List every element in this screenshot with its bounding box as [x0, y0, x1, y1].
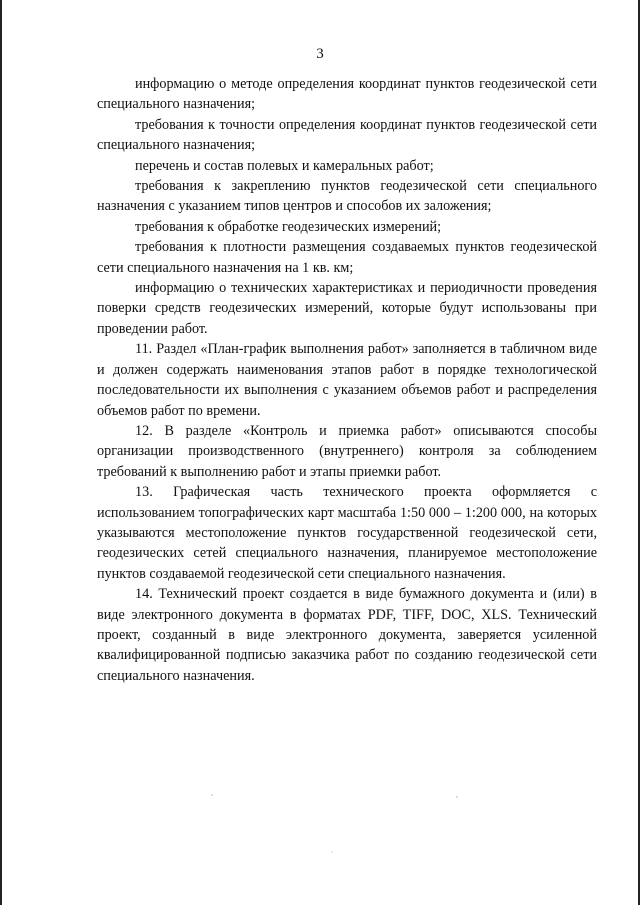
page-number: 3: [316, 46, 324, 62]
paragraph-12-control: 12. В разделе «Контроль и приемка работ» описываются способы организации производственного (внутреннего) контроля за соблюдением требований к выполнению работ и этапы приемки работ.: [97, 422, 597, 480]
paragraph-fixing-requirements: требования к закреплению пунктов геодезической сети специального назначения с указанием типов центров и способов их заложения;: [97, 178, 597, 215]
paragraph-14-format: 14. Технический проект создается в виде бумажного документа и (или) в виде электронного документа в форматах PDF, TIFF, DOC, XLS. Технический проект, созданный в виде электронного документа, заверяется усиленной квалифицированной подписью заказчика работ по созданию геодезической сети специального назначения.: [97, 586, 597, 684]
paragraph-accuracy-requirements: требования к точности определения координат пунктов геодезической сети специального назначения;: [97, 116, 597, 154]
paragraph-11-schedule: 11. Раздел «План-график выполнения работ» заполняется в табличном виде и должен содержать наименования этапов работ в порядке технологической последовательности их выполнения с указанием объемов работ и распределения объемов работ по времени.: [97, 341, 597, 419]
paragraph-instrument-verification: информацию о технических характеристиках и периодичности проведения поверки средств геодезических измерений, которые будут использованы при проведении работ.: [97, 280, 597, 337]
document-body: [97, 74, 597, 686]
paragraph-processing-requirements: требования к обработке геодезических измерений;: [135, 218, 442, 235]
paragraph-works-list: перечень и состав полевых и камеральных работ;: [135, 157, 434, 174]
paragraph-13-graphic-part: 13. Графическая часть технического проекта оформляется с использованием топографических карт масштаба 1:50 000 – 1:200 000, на которых указываются местоположение пунктов государственной геодезической сети, геодезических сетей специального назначения, планируемое местоположение пунктов создаваемой геодезической сети специального назначения.: [97, 484, 597, 582]
paragraph-method-info: информацию о методе определения координат пунктов геодезической сети специального назначения;: [97, 76, 597, 113]
paragraph-density-requirements: требования к плотности размещения создаваемых пунктов геодезической сети специального назначения на 1 кв. км;: [97, 239, 597, 276]
